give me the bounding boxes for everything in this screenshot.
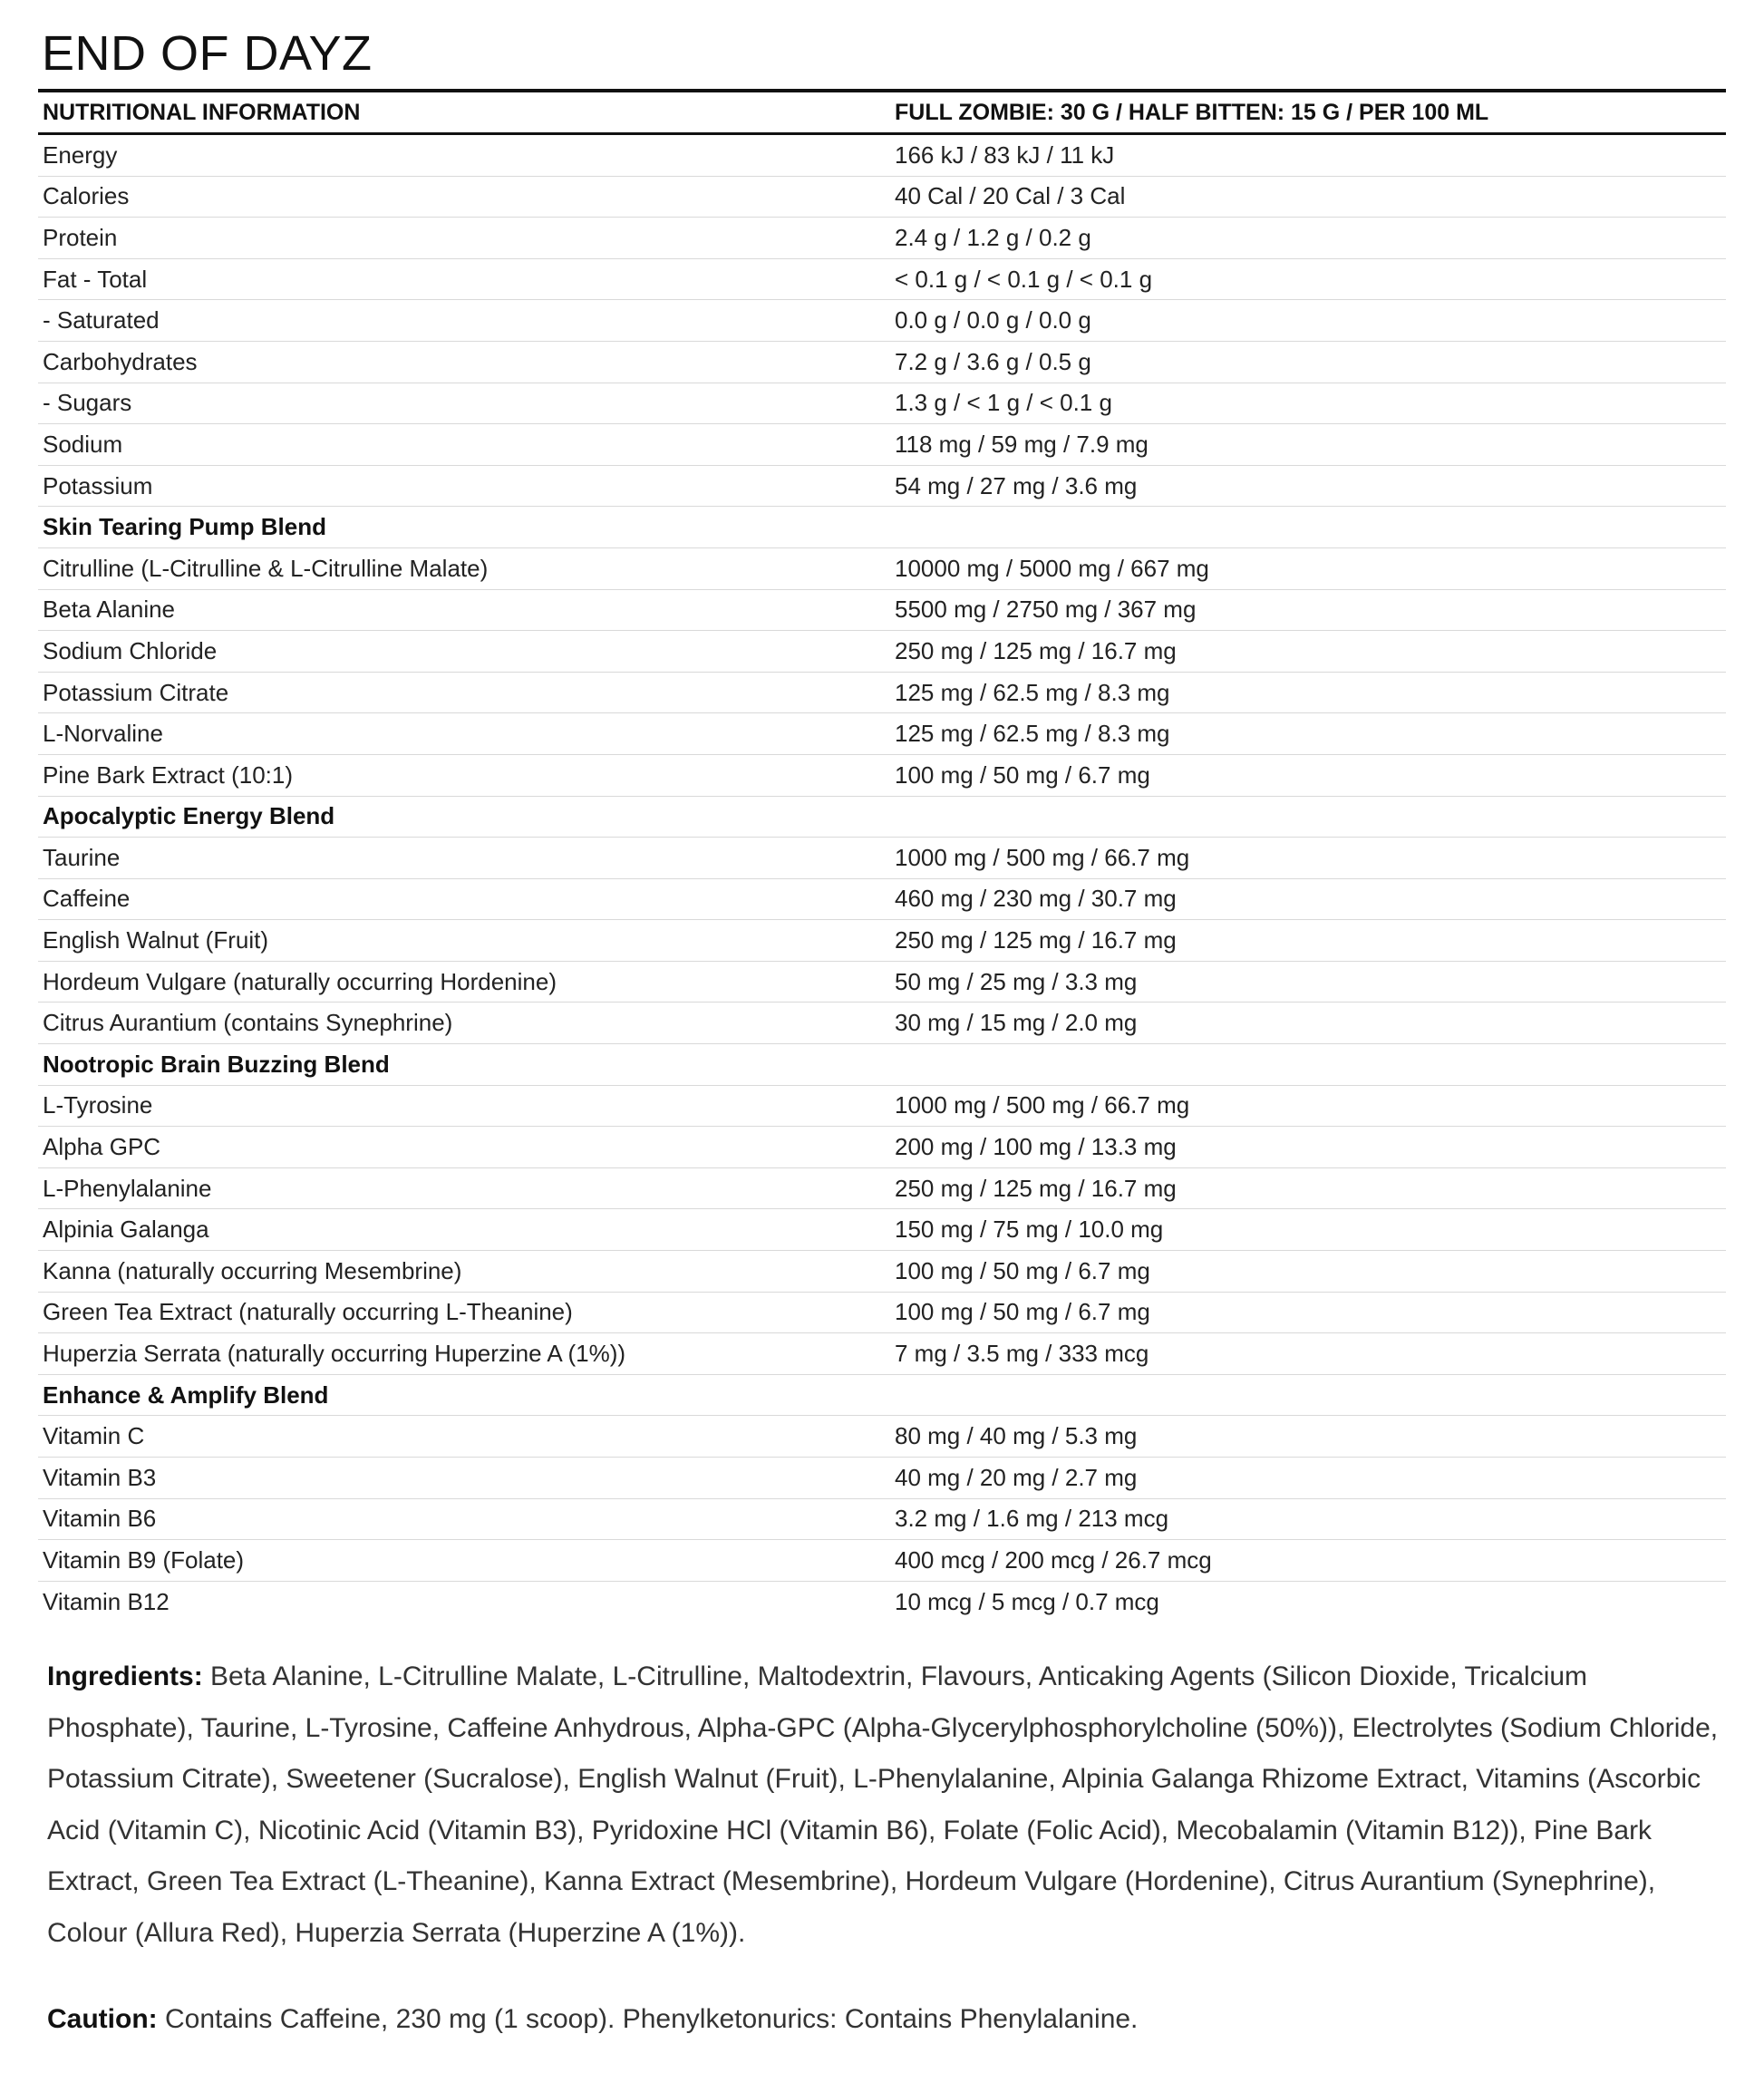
nutrient-name: Vitamin C	[38, 1416, 890, 1458]
caution-text: Contains Caffeine, 230 mg (1 scoop). Phenylketonurics: Contains Phenylalanine.	[164, 2004, 1139, 2034]
section-row	[38, 796, 1726, 838]
nutrient-value: 5500 mg / 2750 mg / 367 mg	[890, 589, 1726, 631]
nutrient-value	[890, 796, 1726, 838]
nutrient-value: 100 mg / 50 mg / 6.7 mg	[890, 1292, 1726, 1333]
table-row	[38, 1581, 1726, 1622]
caution-paragraph	[47, 2000, 1726, 2039]
nutrient-value: 125 mg / 62.5 mg / 8.3 mg	[890, 672, 1726, 713]
ingredients-text: Beta Alanine, L-Citrulline Malate, L-Citrulline, Maltodextrin, Flavours, Anticaking Agents (Silicon Dioxide, Tricalcium Phosphate), Taurine, L-Tyrosine, Caffeine Anhydrous, Alpha-GPC (Alpha-Glycerylphosphorylcholine (50%)), Electrolytes (Sodium Chloride, Potassium Citrate), Sweetener (Sucralose), English Walnut (Fruit), L-Phenylalanine, Alpinia Galanga Rhizome Extract, Vitamins (Ascorbic Acid (Vitamin C), Nicotinic Acid (Vitamin B3), Pyridoxine HCl (Vitamin B6), Folate (Folic Acid), Mecobalamin (Vitamin B12)), Pine Bark Extract, Green Tea Extract (L-Theanine), Kanna Extract (Mesembrine), Hordeum Vulgare (Hordenine), Citrus Aurantium (Synephrine), Colour (Allura Red), Huperzia Serrata (Huperzine A (1%)).	[47, 1661, 1719, 1948]
table-row	[38, 878, 1726, 920]
section-row	[38, 507, 1726, 548]
table-row	[38, 465, 1726, 507]
table-row	[38, 424, 1726, 466]
nutrient-value: 30 mg / 15 mg / 2.0 mg	[890, 1003, 1726, 1044]
nutrient-value: 7 mg / 3.5 mg / 333 mcg	[890, 1333, 1726, 1375]
section-row	[38, 1374, 1726, 1416]
nutrient-value: 460 mg / 230 mg / 30.7 mg	[890, 878, 1726, 920]
nutrient-value: 10000 mg / 5000 mg / 667 mg	[890, 547, 1726, 589]
nutrient-name: Kanna (naturally occurring Mesembrine)	[38, 1251, 890, 1293]
nutrient-name: Taurine	[38, 838, 890, 879]
table-row	[38, 1127, 1726, 1168]
nutrient-value: 200 mg / 100 mg / 13.3 mg	[890, 1127, 1726, 1168]
nutrient-name: Caffeine	[38, 878, 890, 920]
nutrient-name: Sodium	[38, 424, 890, 466]
nutrient-name: Energy	[38, 134, 890, 177]
nutrient-value: 1.3 g / < 1 g / < 0.1 g	[890, 383, 1726, 424]
table-row	[38, 1498, 1726, 1540]
table-row	[38, 631, 1726, 673]
nutrient-value	[890, 507, 1726, 548]
nutrient-value: 40 mg / 20 mg / 2.7 mg	[890, 1458, 1726, 1499]
table-row	[38, 383, 1726, 424]
nutrient-name: - Saturated	[38, 300, 890, 342]
nutrition-table-header	[38, 91, 1726, 134]
nutrient-value: 50 mg / 25 mg / 3.3 mg	[890, 961, 1726, 1003]
nutrient-name: Alpinia Galanga	[38, 1209, 890, 1251]
nutrient-name: Potassium	[38, 465, 890, 507]
nutrient-name: Pine Bark Extract (10:1)	[38, 754, 890, 796]
nutrient-value: 250 mg / 125 mg / 16.7 mg	[890, 1167, 1726, 1209]
table-row	[38, 1209, 1726, 1251]
nutrient-value: 3.2 mg / 1.6 mg / 213 mcg	[890, 1498, 1726, 1540]
table-row	[38, 589, 1726, 631]
section-title: Nootropic Brain Buzzing Blend	[38, 1044, 890, 1086]
nutrient-value: 54 mg / 27 mg / 3.6 mg	[890, 465, 1726, 507]
nutrient-value: < 0.1 g / < 0.1 g / < 0.1 g	[890, 258, 1726, 300]
table-row	[38, 176, 1726, 218]
nutrient-value: 166 kJ / 83 kJ / 11 kJ	[890, 134, 1726, 177]
nutrient-value	[890, 1044, 1726, 1086]
table-row	[38, 218, 1726, 259]
table-row	[38, 1085, 1726, 1127]
nutrient-value: 250 mg / 125 mg / 16.7 mg	[890, 631, 1726, 673]
nutrient-value: 250 mg / 125 mg / 16.7 mg	[890, 920, 1726, 962]
ingredients-paragraph	[47, 1652, 1726, 1960]
header-nutritional-information: NUTRITIONAL INFORMATION	[38, 91, 890, 134]
nutrient-value: 100 mg / 50 mg / 6.7 mg	[890, 754, 1726, 796]
nutrient-name: English Walnut (Fruit)	[38, 920, 890, 962]
section-title: Enhance & Amplify Blend	[38, 1374, 890, 1416]
nutrient-name: - Sugars	[38, 383, 890, 424]
nutrient-name: Protein	[38, 218, 890, 259]
nutrient-name: Vitamin B12	[43, 1587, 170, 1615]
nutrient-name: Vitamin B6	[38, 1498, 890, 1540]
table-row	[38, 838, 1726, 879]
nutrient-value: 2.4 g / 1.2 g / 0.2 g	[890, 218, 1726, 259]
nutrient-value: 150 mg / 75 mg / 10.0 mg	[890, 1209, 1726, 1251]
nutrient-name: L-Phenylalanine	[38, 1167, 890, 1209]
nutrition-table-body	[38, 134, 1726, 1623]
nutrient-value: 80 mg / 40 mg / 5.3 mg	[890, 1416, 1726, 1458]
nutrient-value: 40 Cal / 20 Cal / 3 Cal	[890, 176, 1726, 218]
nutrient-name: Carbohydrates	[38, 341, 890, 383]
nutrient-name: L-Norvaline	[38, 713, 890, 755]
nutrient-name: Huperzia Serrata (naturally occurring Huperzine A (1%))	[38, 1333, 890, 1375]
table-row	[38, 1416, 1726, 1458]
nutrient-name: Vitamin B9 (Folate)	[38, 1540, 890, 1582]
nutrient-name: Beta Alanine	[38, 589, 890, 631]
nutrient-name: Potassium Citrate	[38, 672, 890, 713]
nutrient-name: L-Tyrosine	[38, 1085, 890, 1127]
table-row	[38, 258, 1726, 300]
nutrient-name: Hordeum Vulgare (naturally occurring Hordenine)	[38, 961, 890, 1003]
table-row	[38, 300, 1726, 342]
nutrient-name: Fat - Total	[38, 258, 890, 300]
nutrient-value: 118 mg / 59 mg / 7.9 mg	[890, 424, 1726, 466]
section-row	[38, 1044, 1726, 1086]
table-row	[38, 713, 1726, 755]
nutrient-value: 400 mcg / 200 mcg / 26.7 mcg	[890, 1540, 1726, 1582]
table-row	[38, 1003, 1726, 1044]
nutrient-value	[890, 1374, 1726, 1416]
nutrition-table	[38, 89, 1726, 1622]
section-title: Apocalyptic Energy Blend	[38, 796, 890, 838]
nutrient-name: Sodium Chloride	[38, 631, 890, 673]
nutrient-value: 1000 mg / 500 mg / 66.7 mg	[890, 838, 1726, 879]
header-row	[38, 91, 1726, 134]
nutrient-value: 10 mcg / 5 mcg / 0.7 mcg	[895, 1587, 1159, 1615]
nutrient-name: Citrus Aurantium (contains Synephrine)	[38, 1003, 890, 1044]
table-row	[38, 754, 1726, 796]
ingredients-label: Ingredients:	[47, 1661, 203, 1691]
table-row	[38, 1540, 1726, 1582]
table-row	[38, 1292, 1726, 1333]
nutrient-value: 1000 mg / 500 mg / 66.7 mg	[890, 1085, 1726, 1127]
nutrient-name: Green Tea Extract (naturally occurring L-Theanine)	[38, 1292, 890, 1333]
nutrient-value: 7.2 g / 3.6 g / 0.5 g	[890, 341, 1726, 383]
nutrient-name: Alpha GPC	[38, 1127, 890, 1168]
table-row	[38, 1458, 1726, 1499]
table-row	[38, 1333, 1726, 1375]
nutrient-value: 125 mg / 62.5 mg / 8.3 mg	[890, 713, 1726, 755]
nutrient-value: 100 mg / 50 mg / 6.7 mg	[890, 1251, 1726, 1293]
nutrient-name: Citrulline (L-Citrulline & L-Citrulline Malate)	[38, 547, 890, 589]
section-title: Skin Tearing Pump Blend	[38, 507, 890, 548]
product-title: END OF DAYZ	[42, 26, 373, 81]
caution-label: Caution:	[47, 2004, 158, 2034]
table-row	[38, 341, 1726, 383]
table-row	[38, 920, 1726, 962]
table-row	[38, 1251, 1726, 1293]
table-row	[38, 672, 1726, 713]
nutrient-value: 0.0 g / 0.0 g / 0.0 g	[890, 300, 1726, 342]
table-row	[38, 547, 1726, 589]
table-row	[38, 961, 1726, 1003]
nutrient-name: Vitamin B3	[38, 1458, 890, 1499]
nutrient-name: Calories	[38, 176, 890, 218]
table-row	[38, 1167, 1726, 1209]
table-row	[38, 134, 1726, 177]
header-serving-sizes: FULL ZOMBIE: 30 G / HALF BITTEN: 15 G / PER 100 ML	[890, 91, 1726, 134]
